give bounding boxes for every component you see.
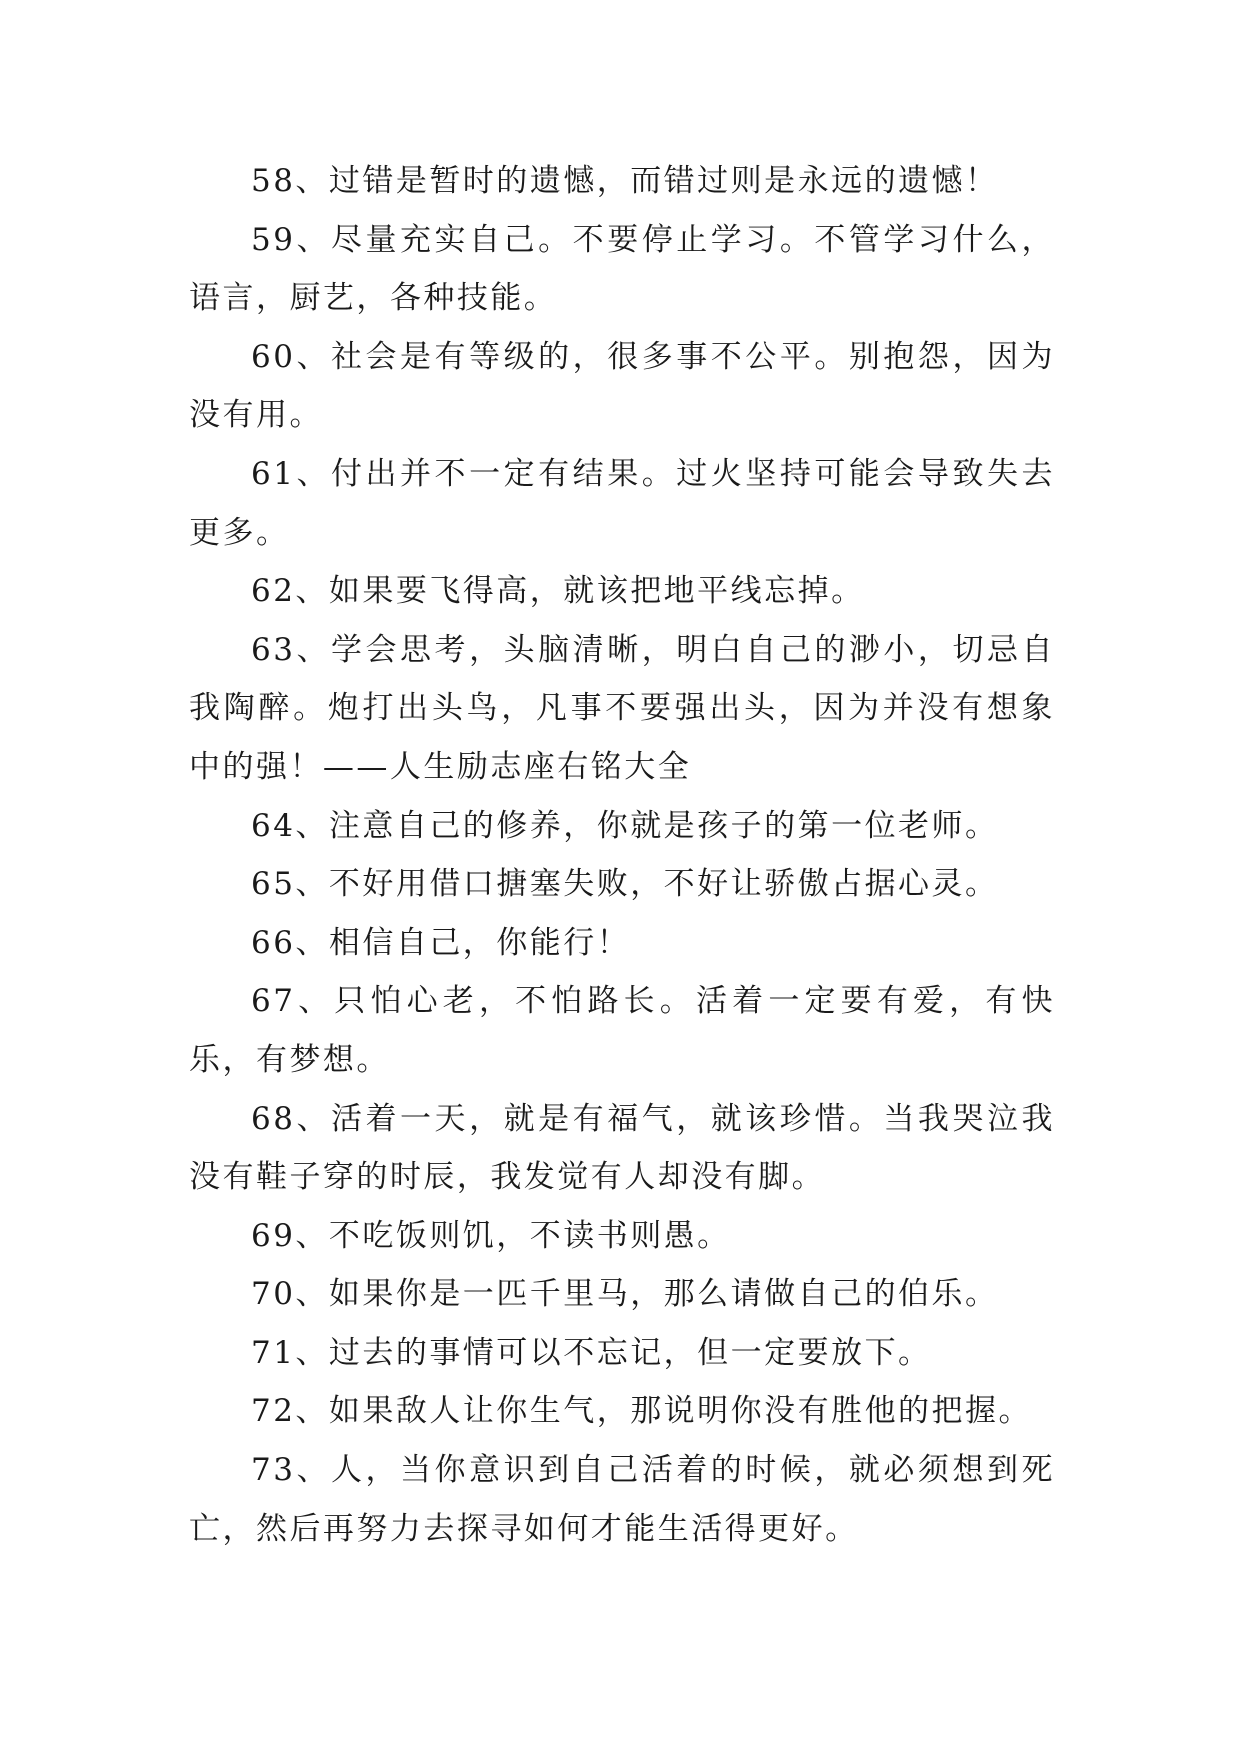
paragraph-71: 71、过去的事情可以不忘记，但一定要放下。 [251, 1334, 932, 1371]
paragraph-65: 65、不好用借口搪塞失败，不好让骄傲占据心灵。 [251, 866, 999, 903]
paragraph-62: 62、如果要飞得高，就该把地平线忘掉。 [251, 573, 865, 610]
paragraph-61: 61、付出并不一定有结果。过火坚持可能会导致失去更多。 [189, 455, 1055, 551]
document-body [189, 152, 1055, 1558]
paragraph-66: 66、相信自己，你能行！ [251, 924, 631, 961]
paragraph-59: 59、尽量充实自己。不要停止学习。不管学习什么，语言，厨艺，各种技能。 [189, 221, 1055, 317]
paragraph-58: 58、过错是暂时的遗憾，而错过则是永远的遗憾！ [251, 163, 999, 199]
paragraph-60: 60、社会是有等级的，很多事不公平。别抱怨，因为没有用。 [189, 338, 1055, 434]
paragraph-63: 63、学会思考，头脑清晰，明白自己的渺小，切忌自我陶醉。炮打出头鸟，凡事不要强出头，因为并没有想象中的强！——人生励志座右铭大全 [189, 631, 1055, 785]
paragraph-67: 67、只怕心老，不怕路长。活着一定要有爱，有快乐，有梦想。 [189, 983, 1055, 1078]
paragraph-68: 68、活着一天，就是有福气，就该珍惜。当我哭泣我没有鞋子穿的时辰，我发觉有人却没有脚。 [189, 1100, 1055, 1196]
paragraph-73: 73、人，当你意识到自己活着的时候，就必须想到死亡，然后再努力去探寻如何才能生活得更好。 [189, 1452, 1055, 1547]
paragraph-70: 70、如果你是一匹千里马，那么请做自己的伯乐。 [251, 1276, 999, 1313]
paragraph-72: 72、如果敌人让你生气，那说明你没有胜他的把握。 [251, 1393, 1032, 1430]
paragraph-64: 64、注意自己的修养，你就是孩子的第一位老师。 [251, 807, 999, 844]
paragraph-69: 69、不吃饭则饥，不读书则愚。 [251, 1217, 731, 1254]
